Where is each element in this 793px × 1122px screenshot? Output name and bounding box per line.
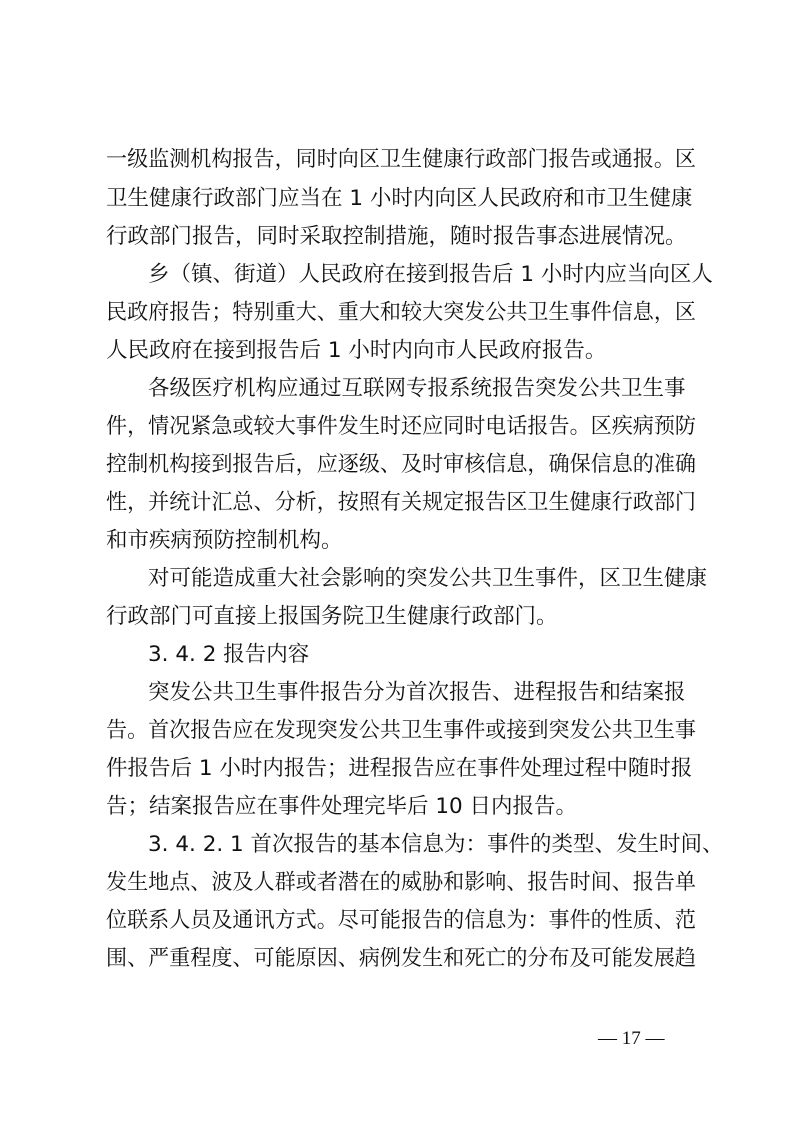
body-line: 民政府报告；特别重大、重大和较大突发公共卫生事件信息，区 xyxy=(106,300,697,325)
body-line: 和市疾病预防控制机构。 xyxy=(106,528,343,553)
body-line: 件，情况紧急或较大事件发生时还应同时电话报告。区疾病预防 xyxy=(106,414,697,439)
body-line: 发生地点、波及人群或者潜在的威胁和影响、报告时间、报告单 xyxy=(106,870,697,895)
paragraph-first-line: 乡（镇、街道）人民政府在接到报告后 1 小时内应当向区人 xyxy=(148,262,713,287)
body-line: 卫生健康行政部门应当在 1 小时内向区人民政府和市卫生健康 xyxy=(106,186,693,211)
body-line: 告。首次报告应在发现突发公共卫生事件或接到突发公共卫生事 xyxy=(106,718,697,743)
body-line: 性，并统计汇总、分析，按照有关规定报告区卫生健康行政部门 xyxy=(106,490,697,515)
body-line: 行政部门可直接上报国务院卫生健康行政部门。 xyxy=(106,604,558,629)
paragraph-first-line: 3. 4. 2. 1 首次报告的基本信息为：事件的类型、发生时间、 xyxy=(148,832,724,857)
paragraph-first-line: 对可能造成重大社会影响的突发公共卫生事件，区卫生健康 xyxy=(148,566,708,591)
body-line: 控制机构接到报告后，应逐级、及时审核信息，确保信息的准确 xyxy=(106,452,697,477)
paragraph-first-line: 突发公共卫生事件报告分为首次报告、进程报告和结案报 xyxy=(148,680,686,705)
page-number: — 17 — xyxy=(598,1028,665,1049)
body-line: 围、严重程度、可能原因、病例发生和死亡的分布及可能发展趋 xyxy=(106,946,697,971)
body-line: 位联系人员及通讯方式。尽可能报告的信息为：事件的性质、范 xyxy=(106,908,697,933)
section-heading: 3. 4. 2 报告内容 xyxy=(148,642,310,667)
body-line: 件报告后 1 小时内报告；进程报告应在事件处理过程中随时报 xyxy=(106,756,693,781)
body-line: 告；结案报告应在事件处理完毕后 10 日内报告。 xyxy=(106,794,578,819)
paragraph-first-line: 各级医疗机构应通过互联网专报系统报告突发公共卫生事 xyxy=(148,376,686,401)
body-line: 人民政府在接到报告后 1 小时内向市人民政府报告。 xyxy=(106,338,607,363)
body-line: 一级监测机构报告，同时向区卫生健康行政部门报告或通报。区 xyxy=(106,147,697,172)
body-line: 行政部门报告，同时采取控制措施，随时报告事态进展情况。 xyxy=(106,224,687,249)
